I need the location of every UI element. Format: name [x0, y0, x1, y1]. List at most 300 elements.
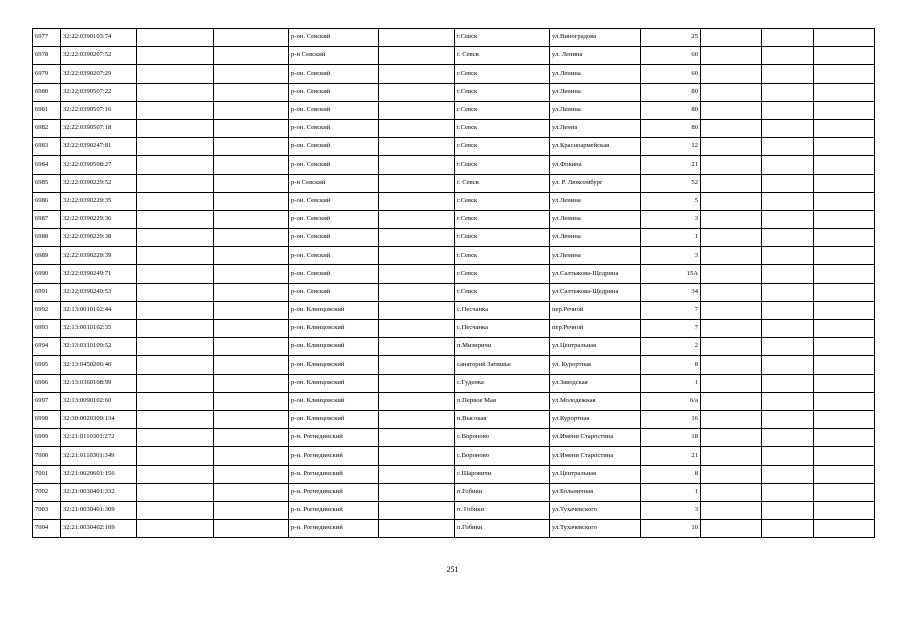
- district-cell: р-он. Севский: [289, 192, 379, 210]
- empty-cell: [814, 465, 875, 483]
- empty-cell: [762, 138, 814, 156]
- table-row: [33, 301, 875, 319]
- district-cell: р-он. Севский: [289, 283, 379, 301]
- district-cell: р-н Севский: [289, 174, 379, 192]
- empty-cell: [701, 483, 762, 501]
- cadastral-number-cell: 32:22:0390249:53: [61, 283, 137, 301]
- empty-cell: [379, 374, 455, 392]
- empty-cell: [701, 429, 762, 447]
- empty-cell: [701, 265, 762, 283]
- empty-cell: [137, 447, 214, 465]
- record-number-cell: 6983: [33, 138, 61, 156]
- empty-cell: [137, 283, 214, 301]
- empty-cell: [137, 101, 214, 119]
- record-number-cell: 6993: [33, 320, 61, 338]
- empty-cell: [701, 410, 762, 428]
- record-number-cell: 6987: [33, 210, 61, 228]
- locality-cell: г. Севск: [455, 47, 550, 65]
- cadastral-number-cell: 32:13:0010102:44: [61, 301, 137, 319]
- cadastral-number-cell: 32:22:0390229:35: [61, 192, 137, 210]
- table-row: [33, 320, 875, 338]
- cadastral-number-cell: 32:22:0390229:39: [61, 247, 137, 265]
- empty-cell: [214, 501, 289, 519]
- cadastral-number-cell: 32:21:0110301:272: [61, 429, 137, 447]
- house-number-cell: 21: [641, 156, 701, 174]
- empty-cell: [814, 320, 875, 338]
- empty-cell: [814, 83, 875, 101]
- empty-cell: [137, 119, 214, 137]
- empty-cell: [701, 210, 762, 228]
- record-number-cell: 7000: [33, 447, 61, 465]
- house-number-cell: 1: [641, 374, 701, 392]
- house-number-cell: 16: [641, 410, 701, 428]
- locality-cell: п.Первое Мая: [455, 392, 550, 410]
- empty-cell: [701, 520, 762, 538]
- house-number-cell: 8: [641, 465, 701, 483]
- locality-cell: с.Песчанка: [455, 320, 550, 338]
- cadastral-number-cell: 32:13:0310109:52: [61, 338, 137, 356]
- locality-cell: г.Севск: [455, 29, 550, 47]
- empty-cell: [814, 429, 875, 447]
- locality-cell: г.Севск: [455, 192, 550, 210]
- empty-cell: [214, 520, 289, 538]
- empty-cell: [701, 174, 762, 192]
- district-cell: р-н. Рогнединский: [289, 501, 379, 519]
- locality-cell: г.Севск: [455, 283, 550, 301]
- house-number-cell: 80: [641, 101, 701, 119]
- empty-cell: [762, 210, 814, 228]
- street-cell: ул.Ленина: [550, 229, 641, 247]
- table-row: [33, 210, 875, 228]
- property-registry-table: [32, 28, 875, 538]
- empty-cell: [701, 156, 762, 174]
- empty-cell: [762, 265, 814, 283]
- table-row: [33, 520, 875, 538]
- empty-cell: [762, 65, 814, 83]
- table-row: [33, 29, 875, 47]
- empty-cell: [814, 229, 875, 247]
- cadastral-number-cell: 32:22:0390507:18: [61, 119, 137, 137]
- empty-cell: [762, 320, 814, 338]
- house-number-cell: 6/а: [641, 392, 701, 410]
- empty-cell: [379, 356, 455, 374]
- empty-cell: [214, 47, 289, 65]
- house-number-cell: 5: [641, 192, 701, 210]
- district-cell: р-он. Севский: [289, 229, 379, 247]
- empty-cell: [379, 447, 455, 465]
- empty-cell: [814, 520, 875, 538]
- street-cell: ул.Заводская: [550, 374, 641, 392]
- empty-cell: [814, 283, 875, 301]
- record-number-cell: 6994: [33, 338, 61, 356]
- empty-cell: [137, 501, 214, 519]
- empty-cell: [814, 65, 875, 83]
- empty-cell: [379, 392, 455, 410]
- empty-cell: [137, 174, 214, 192]
- empty-cell: [701, 101, 762, 119]
- house-number-cell: 10: [641, 520, 701, 538]
- cadastral-number-cell: 32:13:0010102:35: [61, 320, 137, 338]
- empty-cell: [137, 265, 214, 283]
- empty-cell: [701, 83, 762, 101]
- house-number-cell: 60: [641, 65, 701, 83]
- empty-cell: [814, 447, 875, 465]
- street-cell: ул.Ленина: [550, 192, 641, 210]
- street-cell: ул.Салтыкова-Щедрина: [550, 265, 641, 283]
- table-row: [33, 47, 875, 65]
- table-row: [33, 265, 875, 283]
- empty-cell: [214, 447, 289, 465]
- empty-cell: [137, 229, 214, 247]
- district-cell: р-он. Севский: [289, 83, 379, 101]
- empty-cell: [814, 501, 875, 519]
- empty-cell: [379, 101, 455, 119]
- house-number-cell: 15А: [641, 265, 701, 283]
- locality-cell: г. Севск: [455, 174, 550, 192]
- house-number-cell: 80: [641, 83, 701, 101]
- district-cell: р-он. Клинцовский: [289, 338, 379, 356]
- record-number-cell: 6980: [33, 83, 61, 101]
- empty-cell: [214, 65, 289, 83]
- street-cell: ул.Ленна: [550, 119, 641, 137]
- empty-cell: [137, 47, 214, 65]
- locality-cell: г.Севск: [455, 119, 550, 137]
- empty-cell: [214, 156, 289, 174]
- empty-cell: [762, 338, 814, 356]
- locality-cell: г.Севск: [455, 65, 550, 83]
- table-row: [33, 483, 875, 501]
- empty-cell: [214, 247, 289, 265]
- empty-cell: [762, 119, 814, 137]
- table-row: [33, 247, 875, 265]
- empty-cell: [814, 483, 875, 501]
- empty-cell: [701, 501, 762, 519]
- empty-cell: [814, 392, 875, 410]
- district-cell: р-н. Рогнединский: [289, 429, 379, 447]
- empty-cell: [137, 356, 214, 374]
- empty-cell: [814, 247, 875, 265]
- empty-cell: [762, 283, 814, 301]
- empty-cell: [762, 247, 814, 265]
- street-cell: ул.Ленина: [550, 247, 641, 265]
- cadastral-number-cell: 32:22:0390249:71: [61, 265, 137, 283]
- district-cell: р-он. Клинцовский: [289, 410, 379, 428]
- street-cell: ул.Тухачевского: [550, 501, 641, 519]
- cadastral-number-cell: 32:22:0390207:52: [61, 47, 137, 65]
- table-body: [33, 29, 875, 538]
- empty-cell: [379, 247, 455, 265]
- empty-cell: [701, 392, 762, 410]
- locality-cell: п.Высокая: [455, 410, 550, 428]
- locality-cell: с.Песчанка: [455, 301, 550, 319]
- locality-cell: с.Вороново: [455, 429, 550, 447]
- district-cell: р-он. Клинцовский: [289, 320, 379, 338]
- locality-cell: г.Севск: [455, 265, 550, 283]
- empty-cell: [814, 119, 875, 137]
- empty-cell: [379, 320, 455, 338]
- empty-cell: [762, 483, 814, 501]
- empty-cell: [214, 410, 289, 428]
- empty-cell: [701, 138, 762, 156]
- street-cell: ул.Центральная: [550, 338, 641, 356]
- cadastral-number-cell: 32:13:0450206:46: [61, 356, 137, 374]
- table-row: [33, 429, 875, 447]
- record-number-cell: 7004: [33, 520, 61, 538]
- district-cell: р-н. Рогнединский: [289, 465, 379, 483]
- empty-cell: [701, 29, 762, 47]
- district-cell: р-он. Севский: [289, 138, 379, 156]
- record-number-cell: 6996: [33, 374, 61, 392]
- empty-cell: [379, 301, 455, 319]
- empty-cell: [701, 447, 762, 465]
- empty-cell: [814, 301, 875, 319]
- empty-cell: [214, 301, 289, 319]
- empty-cell: [379, 520, 455, 538]
- street-cell: ул.Ленина: [550, 210, 641, 228]
- record-number-cell: 6990: [33, 265, 61, 283]
- district-cell: р-он. Клинцовский: [289, 356, 379, 374]
- house-number-cell: 80: [641, 119, 701, 137]
- empty-cell: [137, 374, 214, 392]
- district-cell: р-он. Севский: [289, 101, 379, 119]
- district-cell: р-он. Клинцовский: [289, 301, 379, 319]
- record-number-cell: 6998: [33, 410, 61, 428]
- empty-cell: [214, 192, 289, 210]
- record-number-cell: 6991: [33, 283, 61, 301]
- record-number-cell: 7001: [33, 465, 61, 483]
- empty-cell: [762, 47, 814, 65]
- empty-cell: [137, 429, 214, 447]
- empty-cell: [137, 192, 214, 210]
- locality-cell: с.Шаровичи: [455, 465, 550, 483]
- empty-cell: [379, 229, 455, 247]
- empty-cell: [379, 410, 455, 428]
- house-number-cell: 1: [641, 483, 701, 501]
- empty-cell: [762, 374, 814, 392]
- empty-cell: [701, 119, 762, 137]
- empty-cell: [214, 283, 289, 301]
- empty-cell: [762, 465, 814, 483]
- record-number-cell: 6988: [33, 229, 61, 247]
- table-row: [33, 356, 875, 374]
- empty-cell: [137, 465, 214, 483]
- empty-cell: [762, 29, 814, 47]
- empty-cell: [214, 101, 289, 119]
- district-cell: р-он. Севский: [289, 65, 379, 83]
- house-number-cell: 3: [641, 501, 701, 519]
- street-cell: ул.Ленина: [550, 65, 641, 83]
- empty-cell: [379, 265, 455, 283]
- empty-cell: [814, 101, 875, 119]
- empty-cell: [137, 138, 214, 156]
- house-number-cell: 21: [641, 447, 701, 465]
- empty-cell: [379, 119, 455, 137]
- empty-cell: [137, 410, 214, 428]
- district-cell: р-он. Севский: [289, 29, 379, 47]
- empty-cell: [762, 520, 814, 538]
- locality-cell: п.Гобики: [455, 483, 550, 501]
- table-row: [33, 101, 875, 119]
- cadastral-number-cell: 32:22:0390247:81: [61, 138, 137, 156]
- empty-cell: [379, 65, 455, 83]
- empty-cell: [762, 429, 814, 447]
- empty-cell: [379, 429, 455, 447]
- empty-cell: [214, 83, 289, 101]
- cadastral-number-cell: 32:21:0030401:332: [61, 483, 137, 501]
- empty-cell: [762, 447, 814, 465]
- record-number-cell: 6985: [33, 174, 61, 192]
- empty-cell: [379, 465, 455, 483]
- locality-cell: п.Гобики: [455, 520, 550, 538]
- empty-cell: [814, 210, 875, 228]
- street-cell: ул. Р. Люксембург: [550, 174, 641, 192]
- empty-cell: [137, 83, 214, 101]
- table-row: [33, 83, 875, 101]
- empty-cell: [214, 392, 289, 410]
- table-row: [33, 338, 875, 356]
- empty-cell: [137, 320, 214, 338]
- empty-cell: [814, 192, 875, 210]
- cadastral-number-cell: 32:22:0390507:16: [61, 101, 137, 119]
- table-row: [33, 501, 875, 519]
- locality-cell: г.Севск: [455, 229, 550, 247]
- empty-cell: [814, 338, 875, 356]
- empty-cell: [814, 410, 875, 428]
- cadastral-number-cell: 32:22:0390229:52: [61, 174, 137, 192]
- street-cell: ул. Ленина: [550, 47, 641, 65]
- cadastral-number-cell: 32:22:0390207:29: [61, 65, 137, 83]
- table-row: [33, 374, 875, 392]
- table-row: [33, 174, 875, 192]
- street-cell: ул.Ленина: [550, 101, 641, 119]
- house-number-cell: 7: [641, 320, 701, 338]
- cadastral-number-cell: 32:13:0090102:60: [61, 392, 137, 410]
- street-cell: ул.Молодежная: [550, 392, 641, 410]
- empty-cell: [379, 47, 455, 65]
- empty-cell: [379, 338, 455, 356]
- locality-cell: санаторий Затишье: [455, 356, 550, 374]
- locality-cell: п. Гобики: [455, 501, 550, 519]
- table-row: [33, 392, 875, 410]
- street-cell: пер.Речной: [550, 320, 641, 338]
- empty-cell: [701, 301, 762, 319]
- record-number-cell: 6989: [33, 247, 61, 265]
- table-row: [33, 229, 875, 247]
- empty-cell: [814, 47, 875, 65]
- cadastral-number-cell: 32:22:0390229:38: [61, 229, 137, 247]
- empty-cell: [814, 265, 875, 283]
- street-cell: ул.Имени Старостина: [550, 429, 641, 447]
- cadastral-number-cell: 32:21:0110301:349: [61, 447, 137, 465]
- empty-cell: [379, 210, 455, 228]
- record-number-cell: 6999: [33, 429, 61, 447]
- street-cell: ул.Виноградова: [550, 29, 641, 47]
- empty-cell: [762, 83, 814, 101]
- locality-cell: с.Гуденка: [455, 374, 550, 392]
- empty-cell: [137, 29, 214, 47]
- empty-cell: [379, 83, 455, 101]
- street-cell: ул.Имени Старостина: [550, 447, 641, 465]
- house-number-cell: 12: [641, 138, 701, 156]
- record-number-cell: 6997: [33, 392, 61, 410]
- record-number-cell: 6984: [33, 156, 61, 174]
- table-row: [33, 65, 875, 83]
- empty-cell: [137, 301, 214, 319]
- district-cell: р-он. Клинцовский: [289, 392, 379, 410]
- empty-cell: [701, 247, 762, 265]
- table-row: [33, 283, 875, 301]
- empty-cell: [214, 119, 289, 137]
- cadastral-number-cell: 32:22:0390507:22: [61, 83, 137, 101]
- empty-cell: [379, 156, 455, 174]
- empty-cell: [214, 229, 289, 247]
- record-number-cell: 6995: [33, 356, 61, 374]
- house-number-cell: 25: [641, 29, 701, 47]
- empty-cell: [701, 338, 762, 356]
- empty-cell: [814, 156, 875, 174]
- record-number-cell: 6992: [33, 301, 61, 319]
- cadastral-number-cell: 32:22:0390229:36: [61, 210, 137, 228]
- empty-cell: [701, 465, 762, 483]
- record-number-cell: 6978: [33, 47, 61, 65]
- empty-cell: [762, 101, 814, 119]
- empty-cell: [137, 247, 214, 265]
- record-number-cell: 6981: [33, 101, 61, 119]
- empty-cell: [214, 265, 289, 283]
- district-cell: р-н Севский: [289, 47, 379, 65]
- empty-cell: [214, 483, 289, 501]
- house-number-cell: 34: [641, 283, 701, 301]
- empty-cell: [379, 138, 455, 156]
- locality-cell: г.Севск: [455, 210, 550, 228]
- record-number-cell: 6979: [33, 65, 61, 83]
- locality-cell: г.Севск: [455, 156, 550, 174]
- locality-cell: п.Мизиричи: [455, 338, 550, 356]
- empty-cell: [379, 29, 455, 47]
- empty-cell: [814, 138, 875, 156]
- record-number-cell: 7003: [33, 501, 61, 519]
- cadastral-number-cell: 32:21:0020601:156: [61, 465, 137, 483]
- house-number-cell: 60: [641, 47, 701, 65]
- empty-cell: [379, 283, 455, 301]
- street-cell: ул.Курортная: [550, 410, 641, 428]
- street-cell: ул. Курортная: [550, 356, 641, 374]
- empty-cell: [701, 47, 762, 65]
- cadastral-number-cell: 32:21:0030402:109: [61, 520, 137, 538]
- empty-cell: [701, 192, 762, 210]
- cadastral-number-cell: 32:30:0020309:134: [61, 410, 137, 428]
- district-cell: р-он. Севский: [289, 210, 379, 228]
- locality-cell: г.Севск: [455, 83, 550, 101]
- empty-cell: [137, 338, 214, 356]
- table-row: [33, 156, 875, 174]
- house-number-cell: 3: [641, 210, 701, 228]
- empty-cell: [701, 320, 762, 338]
- locality-cell: с.Вороново: [455, 447, 550, 465]
- table-row: [33, 138, 875, 156]
- district-cell: р-он. Севский: [289, 247, 379, 265]
- empty-cell: [137, 392, 214, 410]
- empty-cell: [701, 229, 762, 247]
- empty-cell: [762, 356, 814, 374]
- empty-cell: [762, 501, 814, 519]
- empty-cell: [214, 338, 289, 356]
- empty-cell: [379, 174, 455, 192]
- empty-cell: [137, 483, 214, 501]
- empty-cell: [762, 301, 814, 319]
- house-number-cell: 52: [641, 174, 701, 192]
- house-number-cell: 2: [641, 338, 701, 356]
